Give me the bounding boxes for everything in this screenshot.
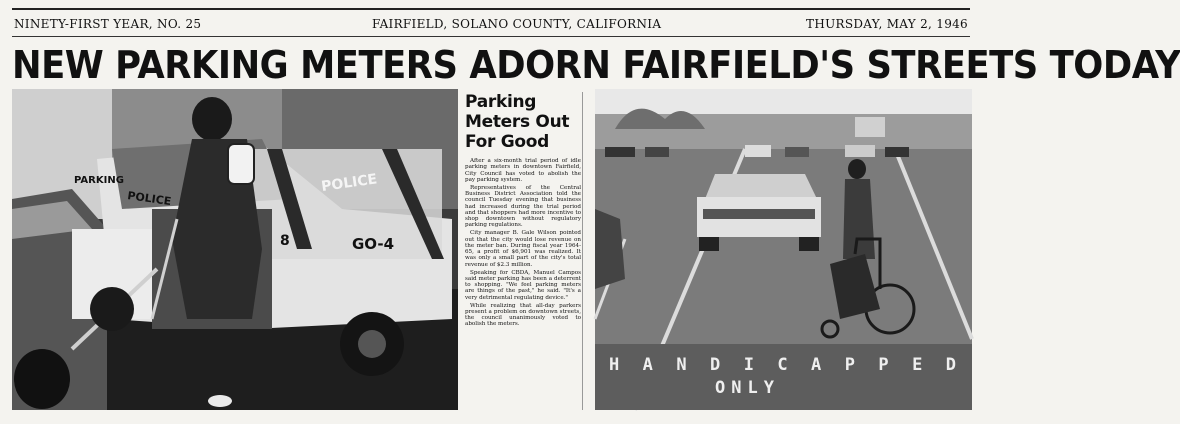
- column-rule: [582, 92, 583, 410]
- article-paragraph: Representatives of the Central Business District Association told the council Tuesday evening that business had increased during the trial period and that shoppers had more incentive to shop downtown without regulatory parking regulations.: [465, 184, 581, 229]
- cart-label-unit: GO-4: [352, 235, 395, 253]
- cart-label-number: 8: [280, 233, 290, 249]
- edition-line: NINETY-FIRST YEAR, NO. 25: [14, 17, 202, 31]
- article-paragraph: After a six-month trial period of idle parking meters in downtown Fairfield, City Council has voted to abolish the pay parking system.: [465, 158, 581, 183]
- article-body: [465, 158, 581, 328]
- masthead-bottom-rule: [12, 36, 970, 37]
- date-line: THURSDAY, MAY 2, 1946: [806, 17, 968, 31]
- article-paragraph: While realizing that all-day parkers present a problem on downtown streets, the council unanimously voted to abolish the meters.: [465, 302, 581, 328]
- article-paragraph: City manager B. Gale Wilson pointed out that the city would lose revenue on the meter ban. During fiscal year 1964-65, a profit of $6,901 was realized. It was only a small part of the city's total revenue of $2.3 million.: [465, 230, 581, 268]
- article-headline: Parking Meters Out For Good: [465, 92, 570, 152]
- cart-label-police-side: POLICE: [126, 189, 173, 209]
- parking-lot-illustration: [595, 89, 972, 410]
- police-cart-photo: [12, 89, 458, 410]
- cart-label-parking: PARKING: [74, 175, 124, 186]
- cart-label-police-rear: POLICE: [320, 171, 379, 195]
- article-column: [465, 92, 581, 410]
- stencil-handicapped: HANDICAPPED: [609, 355, 959, 375]
- article-paragraph: Speaking for CBDA, Manuel Campos said meter parking has been a deterrent to shopping. "We feel parking meters are things of the past," he said. "It's a very detrimental regulating device.": [465, 269, 581, 301]
- masthead-top-rule: [12, 8, 970, 10]
- stencil-only: ONLY: [715, 378, 780, 398]
- parking-lot-photo: [595, 89, 972, 410]
- page-headline: NEW PARKING METERS ADORN FAIRFIELD'S STREETS TODAY: [12, 43, 1180, 87]
- police-cart-illustration: [12, 89, 458, 410]
- location-line: FAIRFIELD, SOLANO COUNTY, CALIFORNIA: [372, 17, 662, 31]
